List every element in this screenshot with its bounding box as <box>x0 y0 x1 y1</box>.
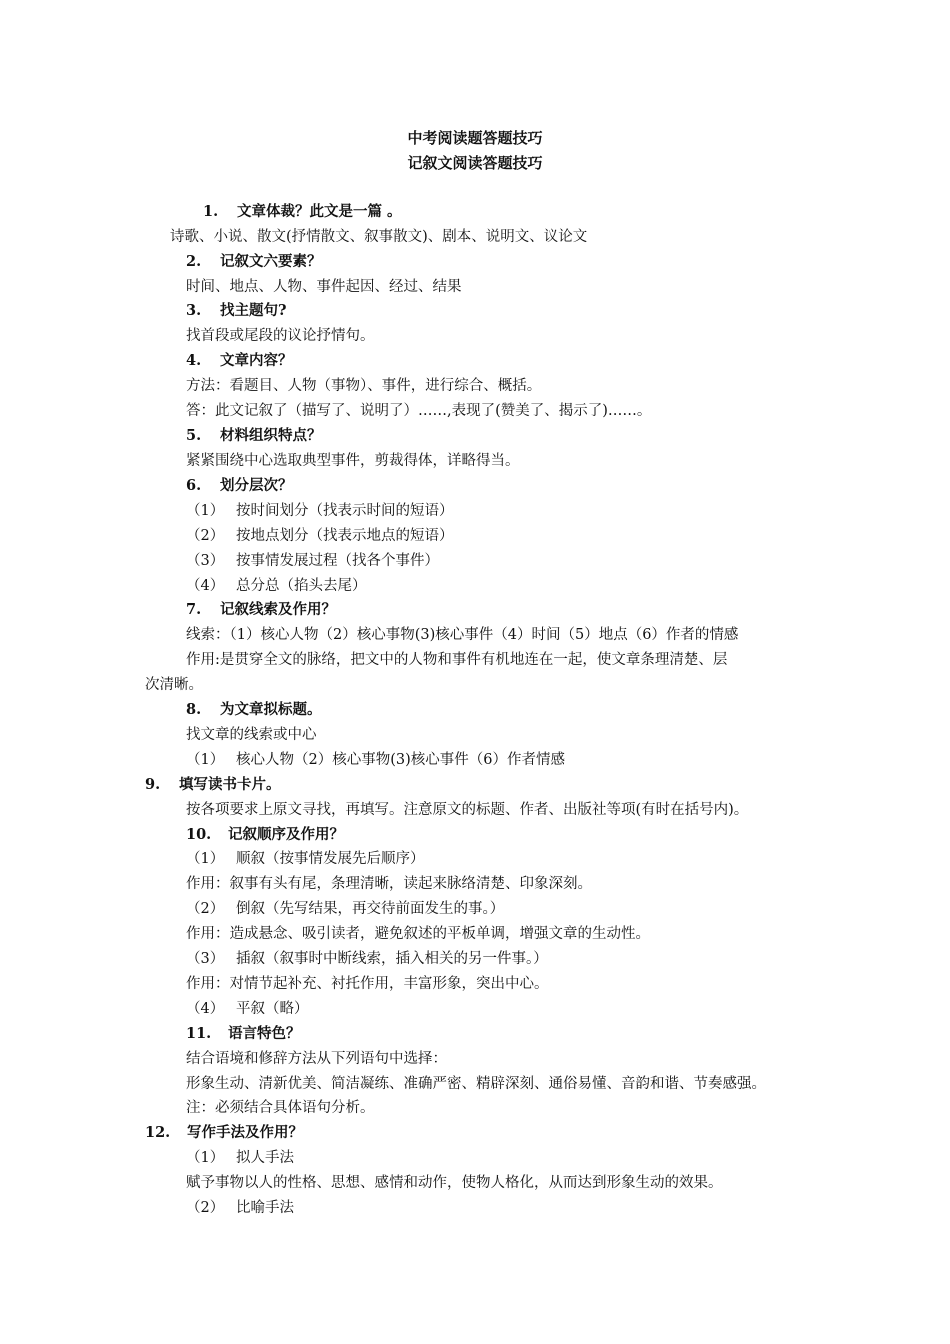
item-number: （1） <box>186 851 225 867</box>
heading-text: 写作手法及作用？ <box>187 1124 303 1141</box>
body-line: 作用：造成悬念、吸引读者，避免叙述的平板单调，增强文章的生动性。 <box>186 926 650 942</box>
heading-number: 2. <box>186 253 202 270</box>
body-line: 次清晰。 <box>145 677 203 693</box>
heading-11 <box>186 1024 301 1044</box>
heading-text: 划分层次？ <box>220 477 293 494</box>
item-text: 比喻手法 <box>236 1200 294 1216</box>
item-number: （2） <box>186 1200 225 1216</box>
heading-2 <box>186 252 322 272</box>
body-line: 诗歌、小说、散文(抒情散文、叙事散文)、剧本、说明文、议论文 <box>170 229 588 245</box>
body-line: 找首段或尾段的议论抒情句。 <box>186 328 375 344</box>
item-number: （3） <box>186 951 225 967</box>
page-subtitle: 记叙文阅读答题技巧 <box>407 154 543 172</box>
item-text: 顺叙（按事情发展先后顺序） <box>236 851 425 867</box>
heading-number: 7. <box>186 601 202 618</box>
heading-text: 记叙线索及作用？ <box>220 601 336 618</box>
item-number: （4） <box>186 1001 225 1017</box>
body-line: 赋予事物以人的性格、思想、感情和动作，使物人格化，从而达到形象生动的效果。 <box>186 1175 723 1191</box>
item-number: （1） <box>186 752 225 768</box>
body-line: 注：必须结合具体语句分析。 <box>186 1100 375 1116</box>
list-item <box>186 1148 294 1168</box>
list-item <box>186 576 367 596</box>
body-line: 作用：叙事有头有尾，条理清晰，读起来脉络清楚、印象深刻。 <box>186 876 592 892</box>
body-line: 形象生动、清新优美、简洁凝练、准确严密、精辟深刻、通俗易懂、音韵和谐、节奏感强。 <box>186 1076 766 1092</box>
heading-8 <box>186 700 322 720</box>
heading-text: 材料组织特点？ <box>220 427 322 444</box>
heading-number: 12. <box>145 1124 171 1141</box>
heading-number: 6. <box>186 477 202 494</box>
heading-number: 9. <box>145 776 161 793</box>
heading-text: 为文章拟标题。 <box>220 701 322 718</box>
item-text: 按地点划分（找表示地点的短语） <box>236 528 454 544</box>
item-text: 平叙（略） <box>236 1001 309 1017</box>
list-item <box>186 899 504 919</box>
heading-3 <box>186 301 287 321</box>
heading-number: 11. <box>186 1025 212 1042</box>
heading-5 <box>186 426 322 446</box>
item-text: 核心人物（2）核心事物(3)核心事件（6）作者情感 <box>236 752 565 768</box>
heading-text: 文章体裁？此文是一篇 。 <box>237 203 402 220</box>
list-item <box>186 501 454 521</box>
item-number: （1） <box>186 1150 225 1166</box>
heading-number: 8. <box>186 701 202 718</box>
heading-text: 记叙文六要素？ <box>220 253 322 270</box>
item-text: 按事情发展过程（找各个事件） <box>236 553 439 569</box>
list-item <box>186 750 565 770</box>
list-item <box>186 551 439 571</box>
heading-6 <box>186 476 293 496</box>
body-line: 线索：（1）核心人物（2）核心事物(3)核心事件（4）时间（5）地点（6）作者的情感 <box>186 627 739 643</box>
heading-number: 3. <box>186 302 202 319</box>
body-line: 方法：看题目、人物（事物）、事件，进行综合、概括。 <box>186 378 542 394</box>
item-number: （2） <box>186 528 225 544</box>
item-text: 拟人手法 <box>236 1150 294 1166</box>
body-line: 找文章的线索或中心 <box>186 727 317 743</box>
heading-text: 填写读书卡片。 <box>179 776 281 793</box>
list-item <box>186 949 548 969</box>
item-text: 插叙（叙事时中断线索，插入相关的另一件事。） <box>236 951 548 967</box>
list-item <box>186 849 425 869</box>
heading-1 <box>203 202 402 222</box>
item-text: 总分总（掐头去尾） <box>236 578 367 594</box>
heading-number: 5. <box>186 427 202 444</box>
item-text: 按时间划分（找表示时间的短语） <box>236 503 454 519</box>
body-line: 时间、地点、人物、事件起因、经过、结果 <box>186 279 462 295</box>
body-line: 结合语境和修辞方法从下列语句中选择： <box>186 1051 447 1067</box>
heading-10 <box>186 825 344 845</box>
page-title: 中考阅读题答题技巧 <box>407 129 543 147</box>
item-number: （4） <box>186 578 225 594</box>
heading-text: 文章内容？ <box>220 352 293 369</box>
heading-4 <box>186 351 293 371</box>
body-line: 作用:是贯穿全文的脉络，把文中的人物和事件有机地连在一起，使文章条理清楚、层 <box>186 652 728 668</box>
body-line: 按各项要求上原文寻找，再填写。注意原文的标题、作者、出版社等项(有时在括号内)。 <box>186 802 749 818</box>
body-line: 答：此文记叙了（描写了、说明了）……,表现了(赞美了、揭示了)……。 <box>186 403 652 419</box>
list-item <box>186 526 454 546</box>
item-number: （1） <box>186 503 225 519</box>
heading-text: 找主题句? <box>220 302 287 319</box>
heading-number: 10. <box>186 826 212 843</box>
item-text: 倒叙（先写结果，再交待前面发生的事。） <box>236 901 505 917</box>
heading-number: 4. <box>186 352 202 369</box>
body-line: 作用：对情节起补充、衬托作用，丰富形象，突出中心。 <box>186 976 549 992</box>
item-number: （2） <box>186 901 225 917</box>
item-number: （3） <box>186 553 225 569</box>
heading-12 <box>145 1123 303 1143</box>
list-item <box>186 999 309 1019</box>
heading-text: 记叙顺序及作用？ <box>228 826 344 843</box>
heading-7 <box>186 600 336 620</box>
heading-text: 语言特色？ <box>228 1025 301 1042</box>
list-item <box>186 1198 294 1218</box>
heading-9 <box>145 775 281 795</box>
body-line: 紧紧围绕中心选取典型事件，剪裁得体，详略得当。 <box>186 453 520 469</box>
heading-number: 1. <box>203 203 219 220</box>
